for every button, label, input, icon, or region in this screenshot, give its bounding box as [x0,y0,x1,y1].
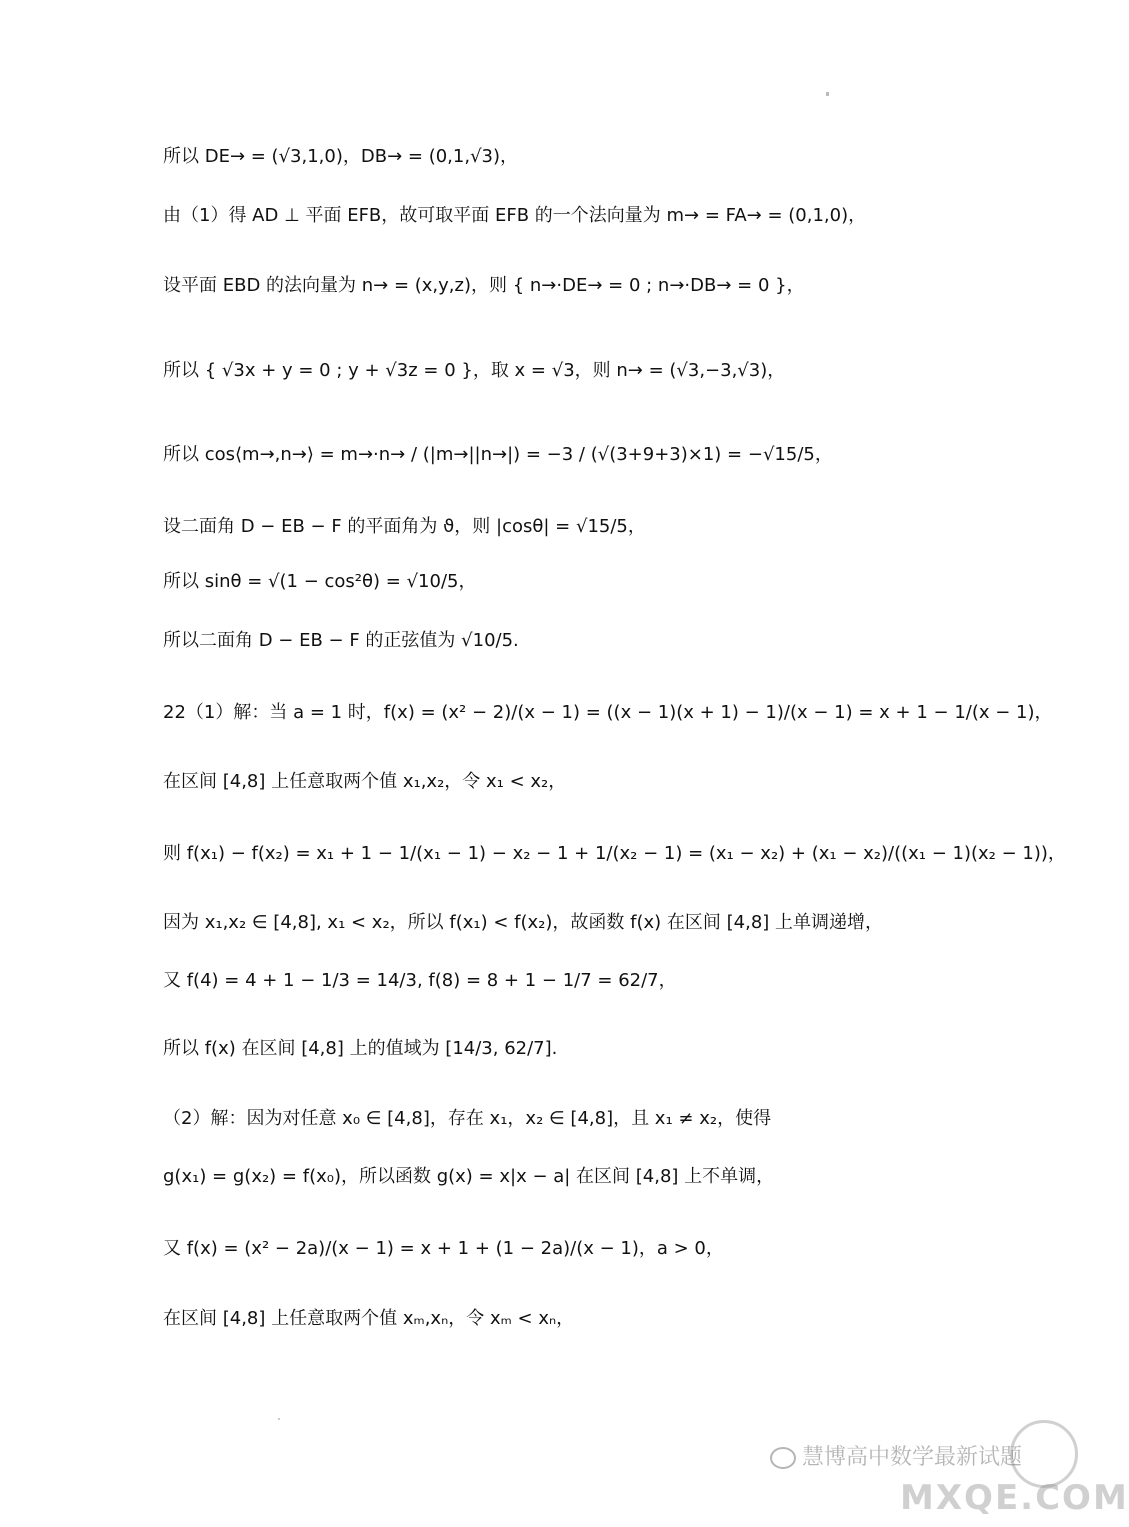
wechat-icon [770,1447,796,1469]
text-line: 所以 sinθ = √(1 − cos²θ) = √10/5， [163,571,477,592]
text-line: 所以 DE→ = (√3,1,0)，DB→ = (0,1,√3)， [163,146,519,167]
watermark-account-label: 慧博高中数学最新试题 [802,1445,1023,1470]
text-line: 因为 x₁,x₂ ∈ [4,8], x₁ < x₂，所以 f(x₁) < f(x₂)，故函数 f(x) 在区间 [4,8] 上单调递增， [163,912,884,933]
page-dot [278,1418,280,1420]
text-line: 22（1）解：当 a = 1 时，f(x) = (x² − 2)/(x − 1) = ((x − 1)(x + 1) − 1)/(x − 1) = x + 1 − 1/(x − 1)， [163,702,1053,723]
text-line: 又 f(x) = (x² − 2a)/(x − 1) = x + 1 + (1 − 2a)/(x − 1)，a > 0， [163,1238,724,1259]
text-line: （2）解：因为对任意 x₀ ∈ [4,8]，存在 x₁，x₂ ∈ [4,8]，且 x₁ ≠ x₂，使得 [163,1108,772,1129]
text-line: 在区间 [4,8] 上任意取两个值 x₁,x₂，令 x₁ < x₂， [163,771,567,792]
watermark-site: MXQE.COM [900,1478,1129,1518]
text-line: 又 f(4) = 4 + 1 − 1/3 = 14/3, f(8) = 8 + 1 − 1/7 = 62/7， [163,970,677,991]
watermark-account [770,1440,1022,1471]
page-mark [826,92,829,96]
text-line: 所以二面角 D − EB − F 的正弦值为 √10/5. [163,630,519,651]
text-line: 在区间 [4,8] 上任意取两个值 xₘ,xₙ，令 xₘ < xₙ， [163,1308,575,1329]
text-line: 由（1）得 AD ⊥ 平面 EFB，故可取平面 EFB 的一个法向量为 m→ = FA→ = (0,1,0)， [163,205,867,226]
text-line: 所以 f(x) 在区间 [4,8] 上的值域为 [14/3, 62/7]. [163,1038,558,1059]
text-line: 设二面角 D − EB − F 的平面角为 ϑ，则 |cosθ| = √15/5， [163,516,646,537]
text-line: 所以 cos⟨m→,n→⟩ = m→·n→ / (|m→||n→|) = −3 / (√(3+9+3)×1) = −√15/5， [163,444,833,465]
text-line: 所以 { √3x + y = 0 ; y + √3z = 0 }，取 x = √3，则 n→ = (√3,−3,√3)， [163,360,786,381]
text-line: g(x₁) = g(x₂) = f(x₀)，所以函数 g(x) = x|x − a| 在区间 [4,8] 上不单调， [163,1166,775,1187]
text-line: 则 f(x₁) − f(x₂) = x₁ + 1 − 1/(x₁ − 1) − x₂ − 1 + 1/(x₂ − 1) = (x₁ − x₂) + (x₁ − x₂)/((x₁ − 1)(x₂ − 1))， [163,843,1066,864]
text-line: 设平面 EBD 的法向量为 n→ = (x,y,z)，则 { n→·DE→ = 0 ; n→·DB→ = 0 }， [163,275,805,296]
